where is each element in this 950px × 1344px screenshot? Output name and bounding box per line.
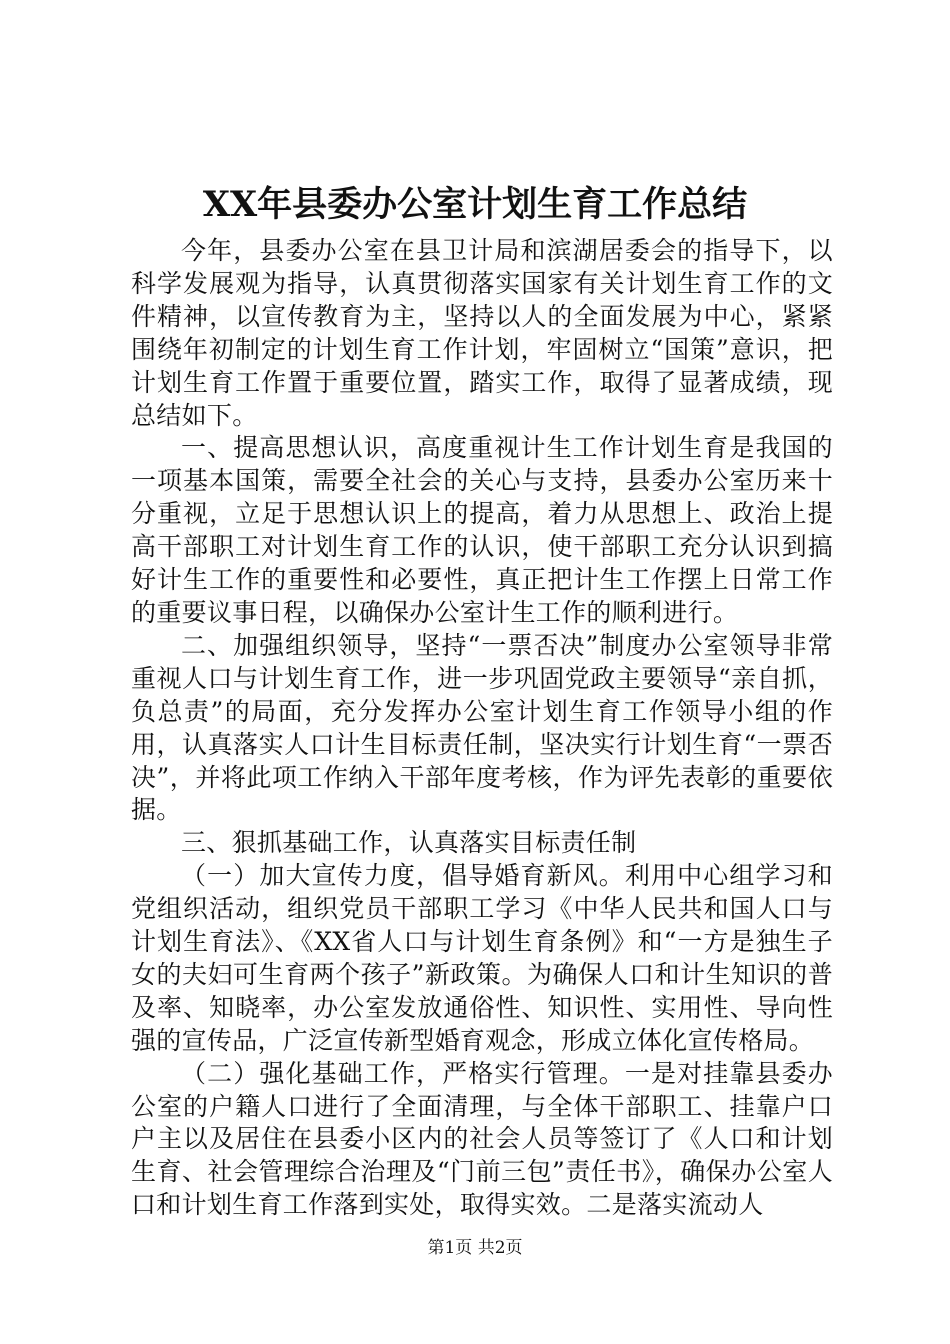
- paragraph-intro: 今年，县委办公室在县卫计局和滨湖居委会的指导下，以科学发展观为指导，认真贯彻落实国家有关计划生育工作的文件精神，以宣传教育为主，坚持以人的全面发展为中心，紧紧围绕年初制定的计划生育工作计划，牢固树立“国策”意识，把计划生育工作置于重要位置，踏实工作，取得了显著成绩，现总结如下。: [131, 236, 833, 430]
- document-title: XX年县委办公室计划生育工作总结: [202, 184, 748, 225]
- paragraph-section-3-2: （二）强化基础工作，严格实行管理。一是对挂靠县委办公室的户籍人口进行了全面清理，与全体干部职工、挂靠户口户主以及居住在县委小区内的社会人员等签订了《人口和计划生育、社会管理综合治理及“门前三包”责任书》，确保办公室人口和计划生育工作落到实处，取得实效。二是落实流动人: [131, 1058, 833, 1220]
- paragraph-section-2: 二、加强组织领导，坚持“一票否决”制度办公室领导非常重视人口与计划生育工作，进一步巩固党政主要领导“亲自抓，负总责”的局面，充分发挥办公室计划生育工作领导小组的作用，认真落实人口计生目标责任制，坚决实行计划生育“一票否决”，并将此项工作纳入干部年度考核，作为评先表彰的重要依据。: [131, 630, 833, 825]
- page-number-footer: 第1页 共2页: [427, 1238, 523, 1258]
- document-body: [131, 235, 833, 1222]
- paragraph-section-3-1: （一）加大宣传力度，倡导婚育新风。利用中心组学习和党组织活动，组织党员干部职工学习《中华人民共和国人口与计划生育法》、《XX省人口与计划生育条例》和“一方是独生子女的夫妇可生育两个孩子”新政策。为确保人口和计生知识的普及率、知晓率，办公室发放通俗性、知识性、实用性、导向性强的宣传品，广泛宣传新型婚育观念，形成立体化宣传格局。: [131, 861, 833, 1055]
- paragraph-section-1: 一、提高思想认识，高度重视计生工作计划生育是我国的一项基本国策，需要全社会的关心与支持，县委办公室历来十分重视，立足于思想认识上的提高，着力从思想上、政治上提高干部职工对计划生育工作的认识，使干部职工充分认识到搞好计生工作的重要性和必要性，真正把计生工作摆上日常工作的重要议事日程，以确保办公室计生工作的顺利进行。: [131, 433, 833, 627]
- paragraph-section-3-heading: 三、狠抓基础工作，认真落实目标责任制: [181, 828, 637, 858]
